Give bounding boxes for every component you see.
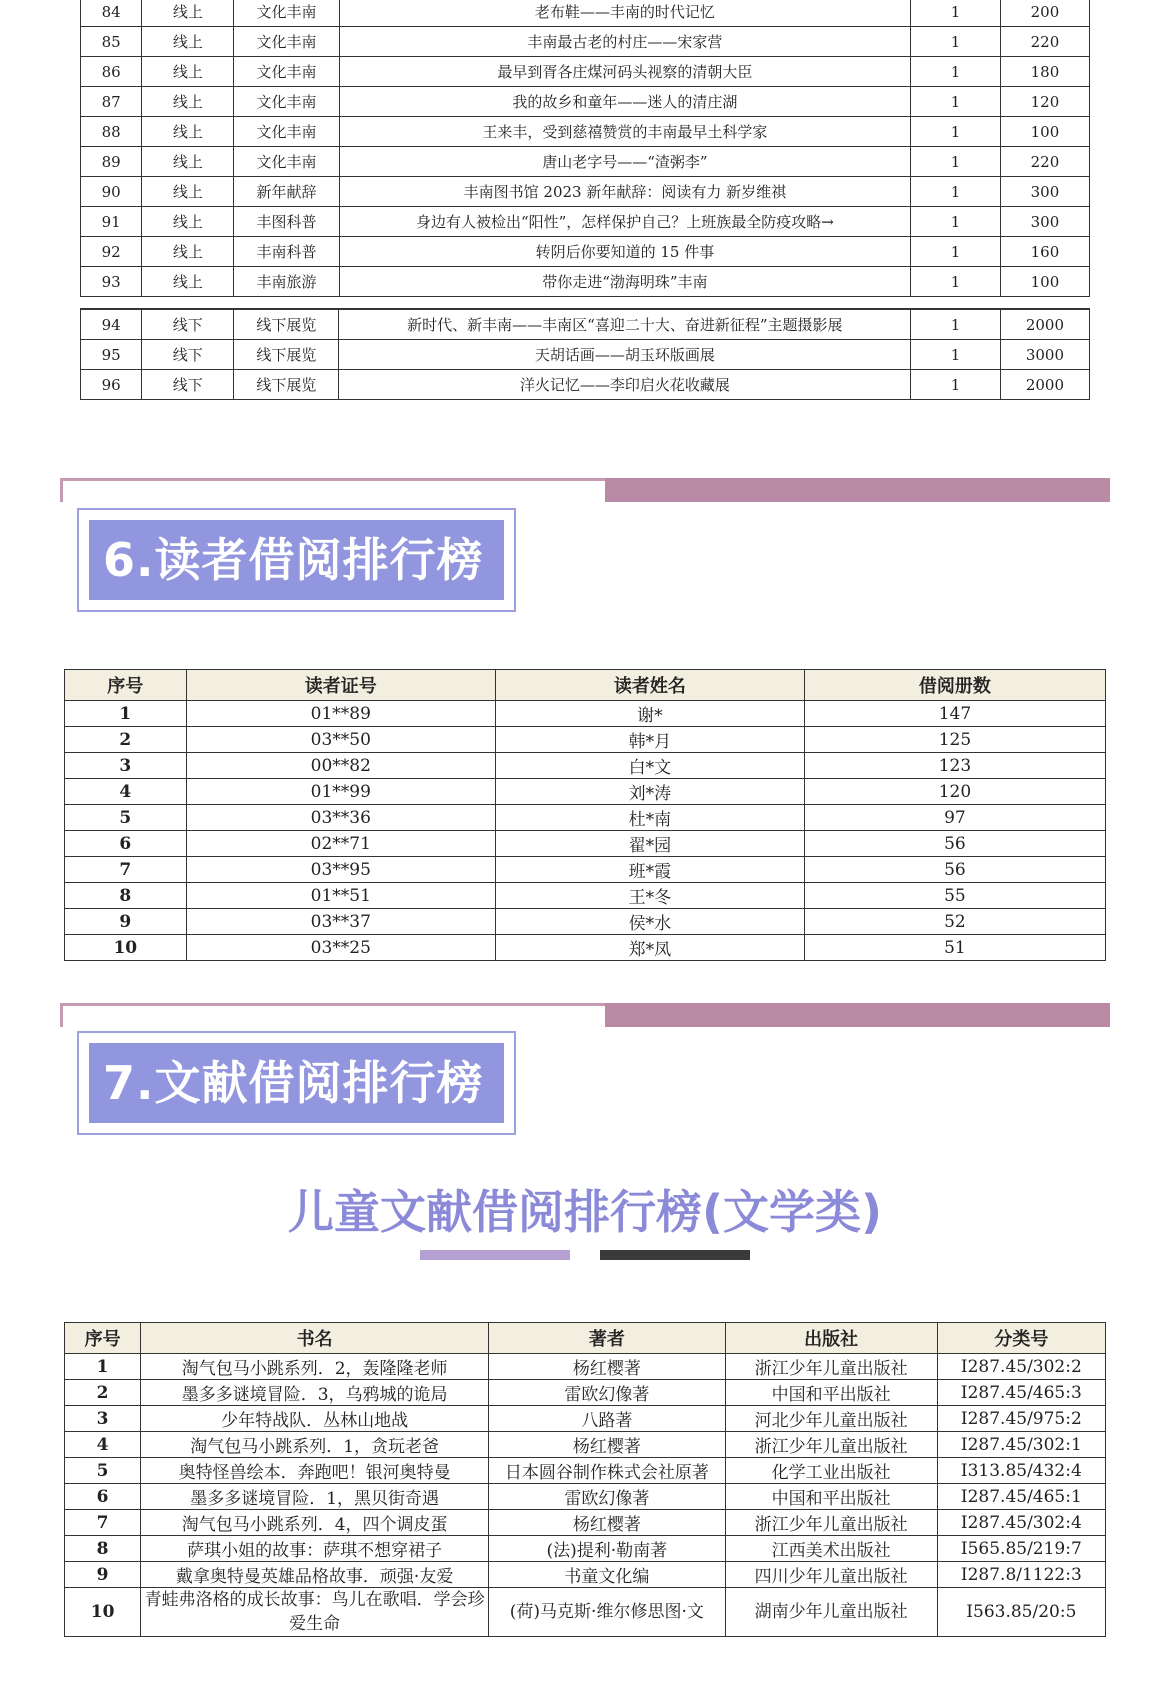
- activity-title: 王来丰，受到慈禧赞赏的丰南最早土科学家: [339, 117, 911, 147]
- activity-participants: 160: [1000, 237, 1089, 267]
- activity-category: 线下展览: [234, 370, 339, 400]
- activity-category: 线下展览: [234, 340, 339, 370]
- activity-participants: 200: [1000, 0, 1089, 27]
- activity-number: 95: [81, 340, 142, 370]
- activity-row: [81, 87, 1090, 117]
- activity-title: 丰南最古老的村庄——宋家营: [339, 27, 911, 57]
- title-underline-dark: [600, 1250, 750, 1260]
- activity-number: 84: [81, 0, 142, 27]
- author-cell: 杨红樱著: [489, 1510, 726, 1536]
- table-row: [65, 1562, 1106, 1588]
- decor-line: [60, 1003, 63, 1027]
- section-7-decoration: [60, 1003, 1110, 1027]
- borrow-count-cell: 56: [804, 831, 1105, 857]
- section-6-decoration: [60, 478, 1110, 502]
- publisher-cell: 中国和平出版社: [725, 1484, 937, 1510]
- table-row: [65, 1510, 1106, 1536]
- activity-category: 文化丰南: [234, 0, 339, 27]
- publisher-cell: 河北少年儿童出版社: [725, 1406, 937, 1432]
- activity-number: 92: [81, 237, 142, 267]
- book-title-cell: 淘气包马小跳系列．2，轰隆隆老师: [141, 1354, 489, 1380]
- activity-title: 身边有人被检出“阳性”，怎样保护自己？上班族最全防疫攻略→: [339, 207, 911, 237]
- author-cell: 雷欧幻像著: [489, 1484, 726, 1510]
- activity-participants: 300: [1000, 207, 1089, 237]
- activity-count: 1: [911, 207, 1001, 237]
- header-rank: 序号: [65, 670, 187, 701]
- header-book-title: 书名: [141, 1323, 489, 1354]
- activity-count: 1: [911, 87, 1001, 117]
- book-title-cell: 奥特怪兽绘本．奔跑吧！银河奥特曼: [141, 1458, 489, 1484]
- table-row: [65, 1406, 1106, 1432]
- activity-number: 86: [81, 57, 142, 87]
- borrow-count-cell: 97: [804, 805, 1105, 831]
- rank-cell: 1: [65, 701, 187, 727]
- table-row: [65, 883, 1106, 909]
- activity-row: [81, 309, 1090, 340]
- table-row: [65, 1354, 1106, 1380]
- publisher-cell: 江西美术出版社: [725, 1536, 937, 1562]
- activity-category: 丰南旅游: [234, 267, 339, 297]
- title-underline-accent: [420, 1250, 570, 1260]
- reader-name-cell: 翟*园: [496, 831, 805, 857]
- header-rank: 序号: [65, 1323, 141, 1354]
- activity-title: 丰南图书馆 2023 新年献辞：阅读有力 新岁维祺: [339, 177, 911, 207]
- reader-name-cell: 杜*南: [496, 805, 805, 831]
- card-number-cell: 03**37: [186, 909, 495, 935]
- decor-bar: [605, 1003, 1110, 1027]
- table-row: [65, 753, 1106, 779]
- author-cell: 日本圆谷制作株式会社原著: [489, 1458, 726, 1484]
- table-row: [65, 935, 1106, 961]
- rank-cell: 6: [65, 1484, 141, 1510]
- rank-cell: 10: [65, 1588, 141, 1637]
- activity-row: [81, 370, 1090, 400]
- table-row: [65, 831, 1106, 857]
- borrow-count-cell: 147: [804, 701, 1105, 727]
- borrow-count-cell: 125: [804, 727, 1105, 753]
- table-row: [65, 1588, 1106, 1637]
- activity-type: 线上: [142, 267, 234, 297]
- reader-ranking-body: [65, 701, 1106, 961]
- book-title-cell: 萨琪小姐的故事：萨琪不想穿裙子: [141, 1536, 489, 1562]
- activity-count: 1: [911, 0, 1001, 27]
- activity-category: 丰南科普: [234, 237, 339, 267]
- table-row: [65, 779, 1106, 805]
- activity-type: 线上: [142, 237, 234, 267]
- card-number-cell: 03**50: [186, 727, 495, 753]
- publisher-cell: 浙江少年儿童出版社: [725, 1354, 937, 1380]
- activity-number: 85: [81, 27, 142, 57]
- activity-participants: 100: [1000, 117, 1089, 147]
- activity-type: 线下: [142, 309, 234, 340]
- table-row: [65, 1458, 1106, 1484]
- book-title-cell: 淘气包马小跳系列．1，贪玩老爸: [141, 1432, 489, 1458]
- book-title-cell: 淘气包马小跳系列．4，四个调皮蛋: [141, 1510, 489, 1536]
- reader-name-cell: 侯*水: [496, 909, 805, 935]
- reader-name-cell: 刘*涛: [496, 779, 805, 805]
- rank-cell: 4: [65, 779, 187, 805]
- activity-number: 87: [81, 87, 142, 117]
- rank-cell: 7: [65, 857, 187, 883]
- activity-participants: 220: [1000, 27, 1089, 57]
- activity-row: [81, 177, 1090, 207]
- activity-count: 1: [911, 370, 1001, 400]
- book-title-cell: 墨多多谜境冒险．1，黑贝街奇遇: [141, 1484, 489, 1510]
- card-number-cell: 00**82: [186, 753, 495, 779]
- header-class-code: 分类号: [937, 1323, 1105, 1354]
- table-row: [65, 1484, 1106, 1510]
- class-code-cell: I287.45/975:2: [937, 1406, 1105, 1432]
- card-number-cell: 03**25: [186, 935, 495, 961]
- activity-type: 线上: [142, 0, 234, 27]
- activity-row: [81, 207, 1090, 237]
- borrow-count-cell: 123: [804, 753, 1105, 779]
- activity-row: [81, 267, 1090, 297]
- rank-cell: 8: [65, 883, 187, 909]
- borrow-count-cell: 56: [804, 857, 1105, 883]
- activity-row: [81, 117, 1090, 147]
- activity-title: 转阴后你要知道的 15 件事: [339, 237, 911, 267]
- card-number-cell: 01**51: [186, 883, 495, 909]
- author-cell: 书童文化编: [489, 1562, 726, 1588]
- activity-table-online: [80, 0, 1090, 297]
- activity-table-online-body: [81, 0, 1090, 297]
- rank-cell: 2: [65, 727, 187, 753]
- activity-title: 新时代、新丰南——丰南区“喜迎二十大、奋进新征程”主题摄影展: [339, 309, 911, 340]
- rank-cell: 1: [65, 1354, 141, 1380]
- activity-type: 线上: [142, 147, 234, 177]
- activity-participants: 2000: [1000, 309, 1089, 340]
- activity-title: 唐山老字号——“渣粥李”: [339, 147, 911, 177]
- card-number-cell: 01**99: [186, 779, 495, 805]
- activity-participants: 180: [1000, 57, 1089, 87]
- publisher-cell: 浙江少年儿童出版社: [725, 1432, 937, 1458]
- section-7-title: 7.文献借阅排行榜: [89, 1043, 504, 1123]
- reader-name-cell: 谢*: [496, 701, 805, 727]
- activity-count: 1: [911, 117, 1001, 147]
- activity-row: [81, 340, 1090, 370]
- rank-cell: 3: [65, 753, 187, 779]
- header-publisher: 出版社: [725, 1323, 937, 1354]
- author-cell: 八路著: [489, 1406, 726, 1432]
- author-cell: 杨红樱著: [489, 1432, 726, 1458]
- activity-type: 线上: [142, 27, 234, 57]
- book-title-cell: 青蛙弗洛格的成长故事：鸟儿在歌唱．学会珍爱生命: [141, 1588, 489, 1637]
- activity-row: [81, 57, 1090, 87]
- reader-name-cell: 白*文: [496, 753, 805, 779]
- activity-type: 线上: [142, 177, 234, 207]
- activity-category: 丰图科普: [234, 207, 339, 237]
- rank-cell: 9: [65, 1562, 141, 1588]
- reader-name-cell: 班*霞: [496, 857, 805, 883]
- rank-cell: 3: [65, 1406, 141, 1432]
- activity-category: 文化丰南: [234, 57, 339, 87]
- publisher-cell: 湖南少年儿童出版社: [725, 1588, 937, 1637]
- literature-ranking-title: 儿童文献借阅排行榜(文学类): [287, 1185, 883, 1239]
- table-header-row: [65, 670, 1106, 701]
- activity-type: 线上: [142, 87, 234, 117]
- rank-cell: 6: [65, 831, 187, 857]
- activity-title: 洋火记忆——李印启火花收藏展: [339, 370, 911, 400]
- borrow-count-cell: 120: [804, 779, 1105, 805]
- author-cell: 杨红樱著: [489, 1354, 726, 1380]
- card-number-cell: 03**95: [186, 857, 495, 883]
- activity-table-offline-body: [81, 309, 1090, 400]
- activity-count: 1: [911, 340, 1001, 370]
- activity-number: 93: [81, 267, 142, 297]
- class-code-cell: I563.85/20:5: [937, 1588, 1105, 1637]
- reader-name-cell: 王*冬: [496, 883, 805, 909]
- table-row: [65, 909, 1106, 935]
- activity-number: 94: [81, 309, 142, 340]
- activity-category: 线下展览: [234, 309, 339, 340]
- publisher-cell: 化学工业出版社: [725, 1458, 937, 1484]
- activity-type: 线上: [142, 207, 234, 237]
- activity-title: 我的故乡和童年——迷人的清庄湖: [339, 87, 911, 117]
- activity-participants: 100: [1000, 267, 1089, 297]
- activity-number: 89: [81, 147, 142, 177]
- decor-line: [60, 1003, 605, 1006]
- activity-title: 天胡话画——胡玉环版画展: [339, 340, 911, 370]
- activity-count: 1: [911, 27, 1001, 57]
- table-row: [65, 1432, 1106, 1458]
- reader-name-cell: 韩*月: [496, 727, 805, 753]
- activity-category: 文化丰南: [234, 147, 339, 177]
- header-reader-name: 读者姓名: [496, 670, 805, 701]
- activity-row: [81, 237, 1090, 267]
- activity-count: 1: [911, 267, 1001, 297]
- table-row: [65, 701, 1106, 727]
- activity-row: [81, 0, 1090, 27]
- section-6-title: 6.读者借阅排行榜: [89, 520, 504, 600]
- borrow-count-cell: 55: [804, 883, 1105, 909]
- activity-participants: 2000: [1000, 370, 1089, 400]
- author-cell: 雷欧幻像著: [489, 1380, 726, 1406]
- publisher-cell: 四川少年儿童出版社: [725, 1562, 937, 1588]
- table-row: [65, 1380, 1106, 1406]
- table-row: [65, 805, 1106, 831]
- rank-cell: 9: [65, 909, 187, 935]
- card-number-cell: 02**71: [186, 831, 495, 857]
- activity-type: 线上: [142, 117, 234, 147]
- activity-count: 1: [911, 237, 1001, 267]
- decor-line: [60, 478, 605, 481]
- activity-number: 90: [81, 177, 142, 207]
- reader-ranking-table: [64, 669, 1106, 961]
- author-cell: (法)提利·勒南著: [489, 1536, 726, 1562]
- activity-participants: 120: [1000, 87, 1089, 117]
- reader-name-cell: 郑*凤: [496, 935, 805, 961]
- author-cell: (荷)马克斯·维尔修思图·文: [489, 1588, 726, 1637]
- publisher-cell: 浙江少年儿童出版社: [725, 1510, 937, 1536]
- class-code-cell: I287.45/465:1: [937, 1484, 1105, 1510]
- activity-type: 线下: [142, 340, 234, 370]
- header-card-number: 读者证号: [186, 670, 495, 701]
- activity-participants: 220: [1000, 147, 1089, 177]
- header-author: 著者: [489, 1323, 726, 1354]
- activity-participants: 300: [1000, 177, 1089, 207]
- table-row: [65, 727, 1106, 753]
- book-ranking-body: [65, 1354, 1106, 1637]
- activity-title: 最早到胥各庄煤河码头视察的清朝大臣: [339, 57, 911, 87]
- table-row: [65, 857, 1106, 883]
- activity-category: 文化丰南: [234, 87, 339, 117]
- class-code-cell: I287.45/302:2: [937, 1354, 1105, 1380]
- activity-row: [81, 147, 1090, 177]
- class-code-cell: I313.85/432:4: [937, 1458, 1105, 1484]
- section-6-heading-box: [77, 508, 516, 612]
- borrow-count-cell: 52: [804, 909, 1105, 935]
- activity-title: 带你走进“渤海明珠”丰南: [339, 267, 911, 297]
- activity-number: 96: [81, 370, 142, 400]
- activity-category: 文化丰南: [234, 117, 339, 147]
- activity-title: 老布鞋——丰南的时代记忆: [339, 0, 911, 27]
- rank-cell: 8: [65, 1536, 141, 1562]
- rank-cell: 5: [65, 805, 187, 831]
- table-row: [65, 1536, 1106, 1562]
- borrow-count-cell: 51: [804, 935, 1105, 961]
- class-code-cell: I287.8/1122:3: [937, 1562, 1105, 1588]
- activity-row: [81, 27, 1090, 57]
- activity-participants: 3000: [1000, 340, 1089, 370]
- book-title-cell: 少年特战队．丛林山地战: [141, 1406, 489, 1432]
- activity-count: 1: [911, 309, 1001, 340]
- activity-count: 1: [911, 147, 1001, 177]
- rank-cell: 7: [65, 1510, 141, 1536]
- book-ranking-table: [64, 1322, 1106, 1637]
- class-code-cell: I287.45/465:3: [937, 1380, 1105, 1406]
- card-number-cell: 01**89: [186, 701, 495, 727]
- activity-count: 1: [911, 57, 1001, 87]
- activity-count: 1: [911, 177, 1001, 207]
- activity-number: 88: [81, 117, 142, 147]
- decor-line: [60, 478, 63, 502]
- section-7-heading-box: [77, 1031, 516, 1135]
- rank-cell: 10: [65, 935, 187, 961]
- class-code-cell: I565.85/219:7: [937, 1536, 1105, 1562]
- decor-bar: [605, 478, 1110, 502]
- card-number-cell: 03**36: [186, 805, 495, 831]
- class-code-cell: I287.45/302:4: [937, 1510, 1105, 1536]
- activity-number: 91: [81, 207, 142, 237]
- book-title-cell: 墨多多谜境冒险．3，乌鸦城的诡局: [141, 1380, 489, 1406]
- header-borrow-count: 借阅册数: [804, 670, 1105, 701]
- activity-type: 线上: [142, 57, 234, 87]
- activity-table-offline: [80, 308, 1090, 400]
- activity-type: 线下: [142, 370, 234, 400]
- rank-cell: 5: [65, 1458, 141, 1484]
- table-header-row: [65, 1323, 1106, 1354]
- activity-category: 新年献辞: [234, 177, 339, 207]
- publisher-cell: 中国和平出版社: [725, 1380, 937, 1406]
- rank-cell: 4: [65, 1432, 141, 1458]
- class-code-cell: I287.45/302:1: [937, 1432, 1105, 1458]
- rank-cell: 2: [65, 1380, 141, 1406]
- activity-category: 文化丰南: [234, 27, 339, 57]
- book-title-cell: 戴拿奥特曼英雄品格故事．顽强·友爱: [141, 1562, 489, 1588]
